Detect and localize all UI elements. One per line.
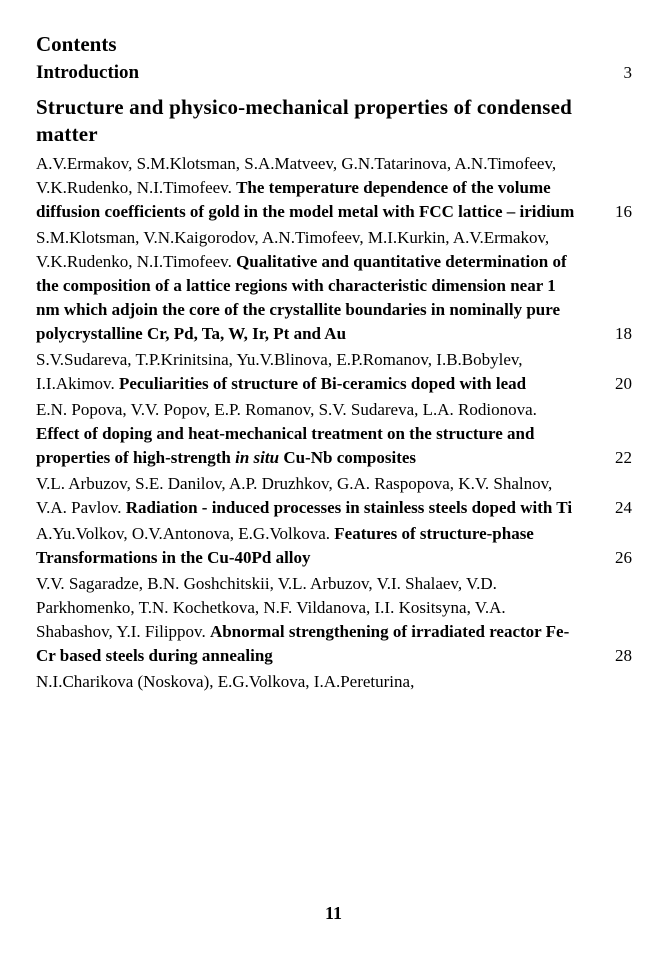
entry-page: 16 [615, 202, 632, 221]
entry-authors: E.N. Popova, V.V. Popov, E.P. Romanov, S.V. Sudareva, L.A. Rodionova. [36, 400, 537, 419]
entry-title: Radiation - induced processes in stainless steels doped with Ti [125, 498, 573, 517]
entry-authors: V.V. Sagaradze, B.N. Goshchitskii, V.L. Arbuzov, V.I. Shalaev, V.D. Parkhomenko, T.N. Kochetkova, N.F. Vildanova, I.I. Kositsyna, V.A. Shabashov, Y.I. Filippov. [36, 574, 506, 641]
entry-page: 24 [615, 498, 632, 517]
entry-page: 26 [615, 548, 632, 567]
entry-text [36, 398, 596, 470]
toc-entry [36, 398, 632, 470]
entry-title: The temperature dependence of the volume diffusion coefficients of gold in the model metal with FCC lattice – iridium [36, 178, 575, 221]
entry-text [36, 670, 596, 694]
entry-title: Abnormal strengthening of irradiated reactor Fe-Cr based steels during annealing [36, 622, 570, 665]
toc-introduction [36, 60, 632, 86]
entry-text [36, 472, 596, 520]
entry-page: 18 [615, 324, 632, 343]
entry-text [36, 152, 596, 224]
section-heading: Structure and physico-mechanical properties of condensed matter [36, 95, 573, 146]
entry-authors: V.L. Arbuzov, S.E. Danilov, A.P. Druzhkov, G.A. Raspopova, K.V. Shalnov, V.A. Pavlov. [36, 474, 553, 517]
entry-page: 20 [615, 374, 632, 393]
entry-text [36, 522, 596, 570]
entry-title-italic: in situ [235, 448, 280, 467]
entry-text [36, 348, 596, 396]
toc-entry [36, 670, 632, 694]
toc-page [36, 30, 632, 696]
toc-entry [36, 522, 632, 570]
contents-heading: Contents [36, 32, 117, 56]
entry-title-part: Effect of doping and heat-mechanical treatment on the structure and properties of high-strength [36, 424, 535, 467]
introduction-page: 3 [623, 63, 632, 82]
entry-authors: S.V.Sudareva, T.P.Krinitsina, Yu.V.Blinova, E.P.Romanov, I.B.Bobylev, I.I.Akimov. [36, 350, 523, 393]
entry-text [36, 226, 596, 346]
introduction-label: Introduction [36, 62, 140, 83]
entry-authors: A.V.Ermakov, S.M.Klotsman, S.A.Matveev, G.N.Tatarinova, A.N.Timofeev, V.K.Rudenko, N.I.Timofeev. [36, 154, 557, 197]
entry-page: 28 [615, 646, 632, 665]
page-number: 11 [324, 903, 342, 923]
entry-authors: A.Yu.Volkov, O.V.Antonova, E.G.Volkova. [36, 524, 331, 543]
toc-entry [36, 572, 632, 668]
entry-title-part: Cu-Nb composites [283, 448, 417, 467]
entry-title: Features of structure-phase Transformations in the Cu-40Pd alloy [36, 524, 534, 567]
toc-entry [36, 226, 632, 346]
entry-page: 22 [615, 448, 632, 467]
entry-authors: S.M.Klotsman, V.N.Kaigorodov, A.N.Timofeev, M.I.Kurkin, A.V.Ermakov, V.K.Rudenko, N.I.Timofeev. [36, 228, 550, 271]
entry-title: Peculiarities of structure of Bi-ceramics doped with lead [118, 374, 527, 393]
entry-text [36, 572, 596, 668]
toc-entry [36, 152, 632, 224]
entry-title [36, 424, 534, 467]
toc-entry [36, 348, 632, 396]
entry-authors: N.I.Charikova (Noskova), E.G.Volkova, I.A.Pereturina, [36, 672, 415, 691]
entry-title: Qualitative and quantitative determination of the composition of a lattice regions with characteristic dimension near 1 nm which adjoin the core of the crystallite boundaries in nominally pure polycrystalline Cr, Pd, Ta, W, Ir, Pt and Au [36, 252, 567, 343]
toc-entry [36, 472, 632, 520]
